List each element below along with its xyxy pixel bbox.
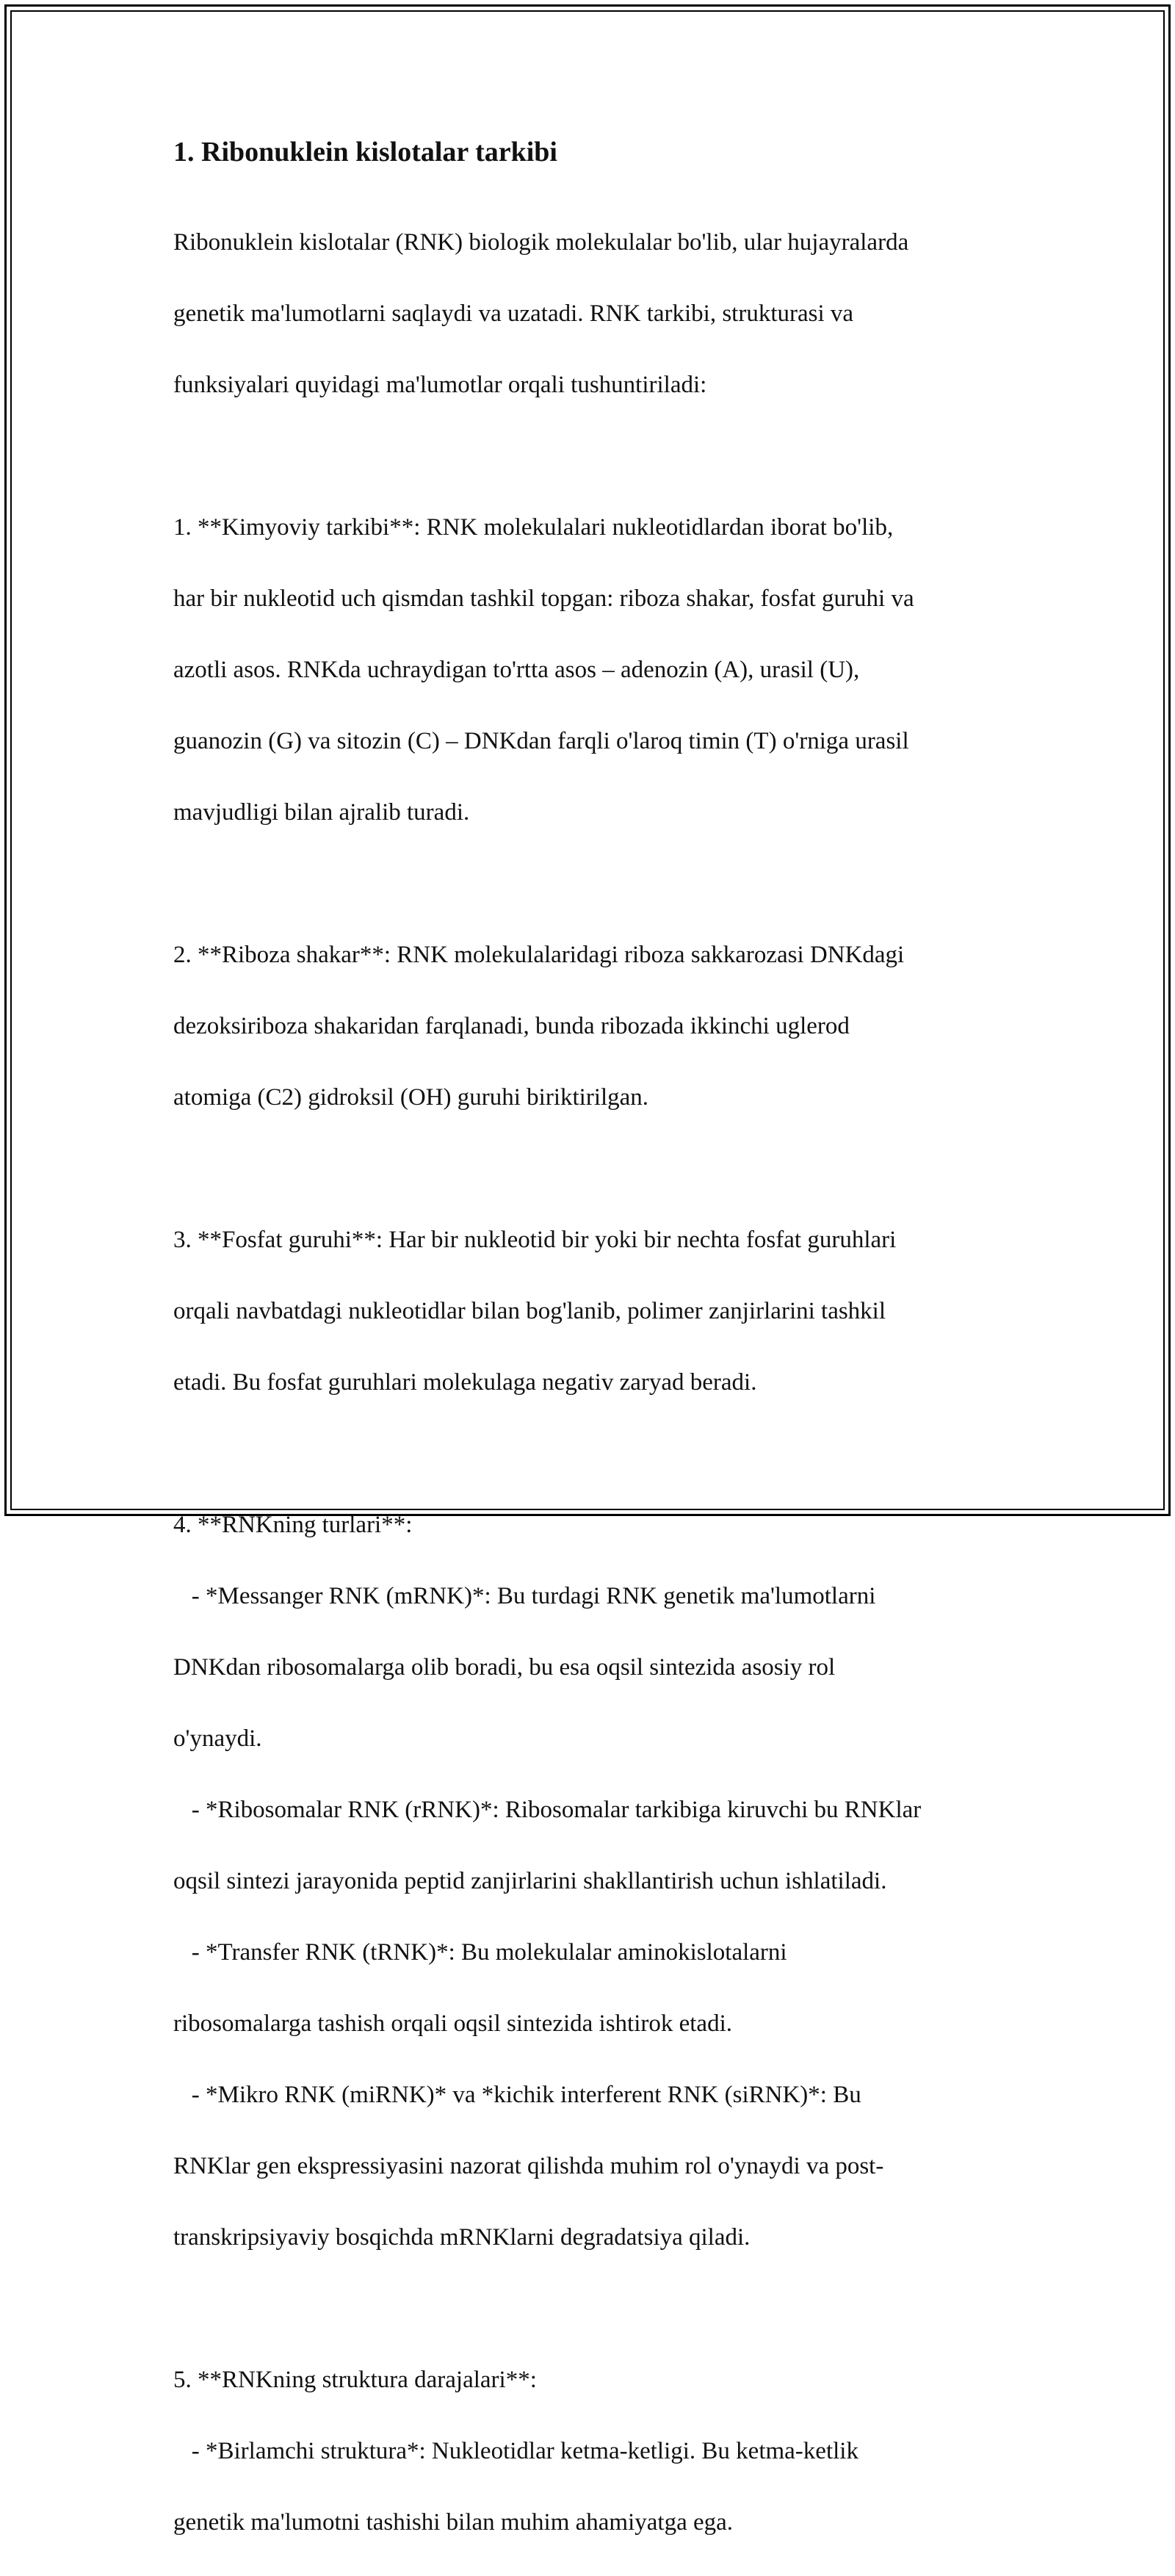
section-phosphate-group: [173, 1186, 1025, 1436]
text-line: 1. **Kimyoviy tarkibi**: RNK molekulalari nukleotidlardan iborat bo'lib,: [173, 513, 894, 541]
section-chemical-composition: [173, 474, 1025, 866]
text-line: - *Messanger RNK (mRNK)*: Bu turdagi RNK genetik ma'lumotlarni: [173, 1582, 876, 1609]
text-line: o'ynaydi.: [173, 1725, 262, 1752]
text-line: 3. **Fosfat guruhi**: Har bir nukleotid bir yoki bir nechta fosfat guruhlari: [173, 1226, 897, 1253]
document-body: [173, 134, 1025, 2576]
text-line: - *Mikro RNK (miRNK)* va *kichik interferent RNK (siRNK)*: Bu: [173, 2081, 861, 2108]
text-line: atomiga (C2) gidroksil (OH) guruhi biriktirilgan.: [173, 1083, 649, 1111]
intro-paragraph: [173, 189, 1025, 439]
section-rna-types: [173, 1471, 1025, 2291]
text-line: transkripsiyaviy bosqichda mRNKlarni degradatsiya qiladi.: [173, 2223, 751, 2251]
text-line: genetik ma'lumotni tashishi bilan muhim ahamiyatga ega.: [173, 2508, 734, 2536]
text-line: RNKlar gen ekspressiyasini nazorat qilishda muhim rol o'ynaydi va post-: [173, 2152, 884, 2179]
text-line: azotli asos. RNKda uchraydigan to'rtta asos – adenozin (A), urasil (U),: [173, 656, 860, 683]
text-line: orqali navbatdagi nukleotidlar bilan bog'lanib, polimer zanjirlarini tashkil: [173, 1297, 886, 1324]
text-line: 5. **RNKning struktura darajalari**:: [173, 2366, 537, 2393]
text-line: guanozin (G) va sitozin (C) – DNKdan farqli o'laroq timin (T) o'rniga urasil: [173, 727, 909, 754]
text-line: funksiyalari quyidagi ma'lumotlar orqali tushuntiriladi:: [173, 371, 707, 398]
section-structure-levels: [173, 2326, 1025, 2576]
text-line: har bir nukleotid uch qismdan tashkil topgan: riboza shakar, fosfat guruhi va: [173, 585, 914, 612]
text-line: - *Ribosomalar RNK (rRNK)*: Ribosomalar tarkibiga kiruvchi bu RNKlar: [173, 1796, 922, 1823]
text-line: DNKdan ribosomalarga olib boradi, bu esa oqsil sintezida asosiy rol: [173, 1653, 836, 1681]
text-line: oqsil sintezi jarayonida peptid zanjirlarini shakllantirish uchun ishlatiladi.: [173, 1867, 887, 1894]
text-line: dezoksiriboza shakaridan farqlanadi, bunda ribozada ikkinchi uglerod: [173, 1012, 850, 1039]
text-line: genetik ma'lumotlarni saqlaydi va uzatadi. RNK tarkibi, strukturasi va: [173, 300, 854, 327]
text-line: - *Transfer RNK (tRNK)*: Bu molekulalar aminokislotalarni: [173, 1938, 787, 1966]
text-line: 2. **Riboza shakar**: RNK molekulalaridagi riboza sakkarozasi DNKdagi: [173, 941, 905, 968]
text-line: etadi. Bu fosfat guruhlari molekulaga negativ zaryad beradi.: [173, 1368, 757, 1396]
text-line: Ribonuklein kislotalar (RNK) biologik molekulalar bo'lib, ular hujayralarda: [173, 228, 909, 256]
text-line: mavjudligi bilan ajralib turadi.: [173, 798, 470, 826]
text-line: 4. **RNKning turlari**:: [173, 1511, 413, 1538]
text-line: ribosomalarga tashish orqali oqsil sintezida ishtirok etadi.: [173, 2010, 732, 2037]
text-line: - *Birlamchi struktura*: Nukleotidlar ketma-ketligi. Bu ketma-ketlik: [173, 2437, 858, 2464]
section-ribose-sugar: [173, 901, 1025, 1151]
document-heading: 1. Ribonuklein kislotalar tarkibi: [173, 137, 557, 167]
